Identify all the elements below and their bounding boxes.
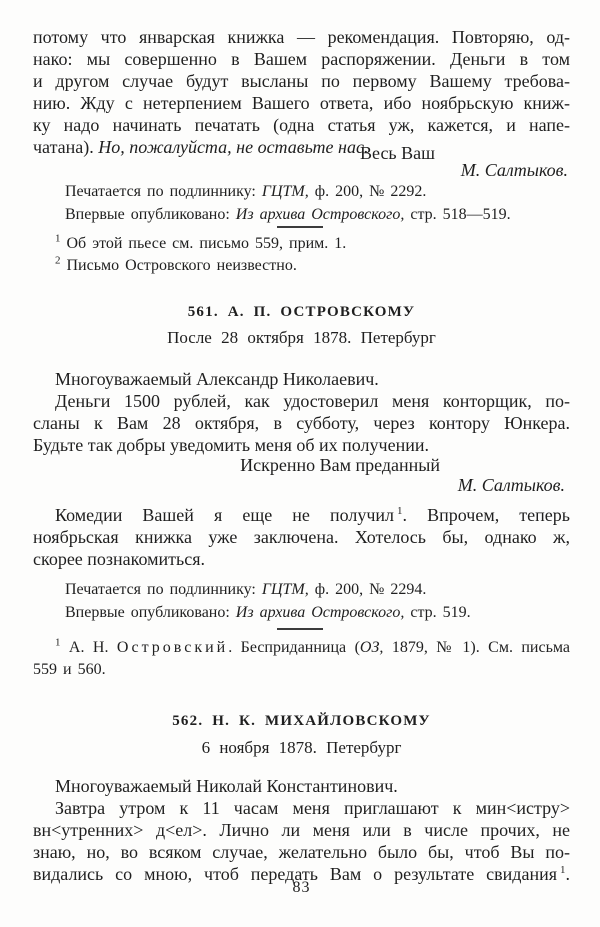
footnote (33, 637, 570, 659)
provenance-block (65, 180, 570, 226)
footnotes-block (33, 233, 570, 277)
valediction: Весь Ваш (360, 143, 435, 163)
provenance-label: Впервые опубликовано: (65, 206, 236, 223)
signature: М. Салтыков. (457, 475, 565, 495)
continued-letter-paragraph (33, 26, 570, 158)
paragraph-line: скорее познакомиться. (33, 549, 206, 569)
salutation: Многоуважаемый Николай Константинович. (55, 776, 398, 796)
paragraph-line: ку надо начинать печатать (одна статья уж, кажется, и напе- (33, 115, 570, 135)
footnote-text: 1879, № 1). См. письма (383, 639, 571, 656)
paragraph-line: и другом случае будут высланы по первому Вашему требова- (33, 71, 570, 91)
footnotes-block (33, 637, 570, 681)
provenance-pages: стр. 519. (404, 604, 471, 621)
provenance-label: Впервые опубликовано: (65, 604, 236, 621)
footnote-reference: 1 (397, 505, 403, 517)
valediction: Искренно Вам преданный (240, 455, 440, 475)
paragraph-text: . (565, 864, 570, 884)
provenance-label: Печатается по подлиннику: (65, 581, 262, 598)
paragraph-line: нако: мы совершенно в Вашем распоряжении. Деньги в том (33, 49, 570, 69)
provenance-line (65, 203, 570, 226)
footnote-separator (277, 226, 323, 228)
journal-abbreviation: ОЗ, (359, 639, 384, 656)
paragraph-text: Комедии Вашей я еще не получил (55, 505, 395, 525)
letter-dateline: 6 ноября 1878. Петербург (201, 738, 402, 757)
publication-title: Из архива Островского, (235, 604, 405, 621)
letter-body (33, 368, 570, 456)
signature: М. Салтыков. (460, 160, 568, 180)
footnote (33, 255, 570, 277)
footnote-marker: 2 (55, 254, 61, 267)
footnote-continuation: 559 и 560. (33, 661, 106, 678)
paragraph-line: Деньги 1500 рублей, как удостоверил меня конторщик, по- (55, 391, 570, 411)
footnote (33, 233, 570, 255)
provenance-pages: стр. 518—519. (404, 206, 511, 223)
provenance-line (65, 601, 570, 624)
emphasized-text: Но, пожалуйста, не оставьте нас. (98, 137, 369, 157)
paragraph-text: чатана). (33, 137, 99, 157)
paragraph-line: вн<утренних> д<ел>. Лично ли меня или в числе прочих, не (33, 820, 570, 840)
provenance-line (65, 578, 570, 601)
paragraph-line: знаю, но, во всяком случае, желательно было бы, чтоб Вы по- (33, 842, 570, 862)
paragraph-line: Будьте так добры уведомить меня об их получении. (33, 435, 429, 455)
letter-dateline: После 28 октября 1878. Петербург (167, 328, 436, 347)
footnote-marker: 1 (55, 636, 61, 649)
footnote-marker: 1 (55, 232, 61, 245)
letter-heading: 561. А. П. ОСТРОВСКОМУ (187, 304, 416, 320)
letter-heading: 562. Н. К. МИХАЙЛОВСКОМУ (172, 713, 431, 729)
footnote-reference: 1 (560, 864, 566, 876)
footnote-separator (277, 628, 323, 630)
footnote-text: . Бесприданница ( (228, 639, 360, 656)
paragraph-line: ноябрьская книжка уже заключена. Хотелось бы, однако ж, (33, 527, 570, 547)
footnote-text: А. Н. (60, 639, 117, 656)
paragraph-line: сланы к Вам 28 октября, в субботу, через контору Юнкера. (33, 413, 570, 433)
provenance-label: Печатается по подлиннику: (65, 183, 262, 200)
archive-reference: ГЦТМ, (261, 581, 309, 598)
publication-title: Из архива Островского, (235, 206, 405, 223)
provenance-ref: ф. 200, № 2292. (308, 183, 427, 200)
paragraph-line: нию. Жду с нетерпением Вашего ответа, ибо ноябрьскую книж- (33, 93, 570, 113)
paragraph-text: . Впрочем, теперь (402, 505, 570, 525)
letter-paragraph (33, 504, 570, 570)
footnote-text: Об этой пьесе см. письмо 559, прим. 1. (60, 235, 347, 252)
page-number: 83 (292, 879, 311, 896)
letter-body (33, 775, 570, 885)
provenance-ref: ф. 200, № 2294. (308, 581, 427, 598)
paragraph-line: Завтра утром к 11 часам меня приглашают к мин<истру> (55, 798, 570, 818)
paragraph-text: видались со мною, чтоб передать Вам о результате свидания (33, 864, 557, 884)
provenance-line (65, 180, 570, 203)
paragraph-line: потому что январская книжка — рекомендация. Повторяю, од- (33, 27, 570, 47)
author-name-spaced: Островский (116, 639, 229, 656)
salutation: Многоуважаемый Александр Николаевич. (55, 369, 379, 389)
footnote-text: Письмо Островского неизвестно. (60, 257, 297, 274)
provenance-block (65, 578, 570, 624)
archive-reference: ГЦТМ, (261, 183, 309, 200)
paragraph-line (33, 504, 570, 526)
